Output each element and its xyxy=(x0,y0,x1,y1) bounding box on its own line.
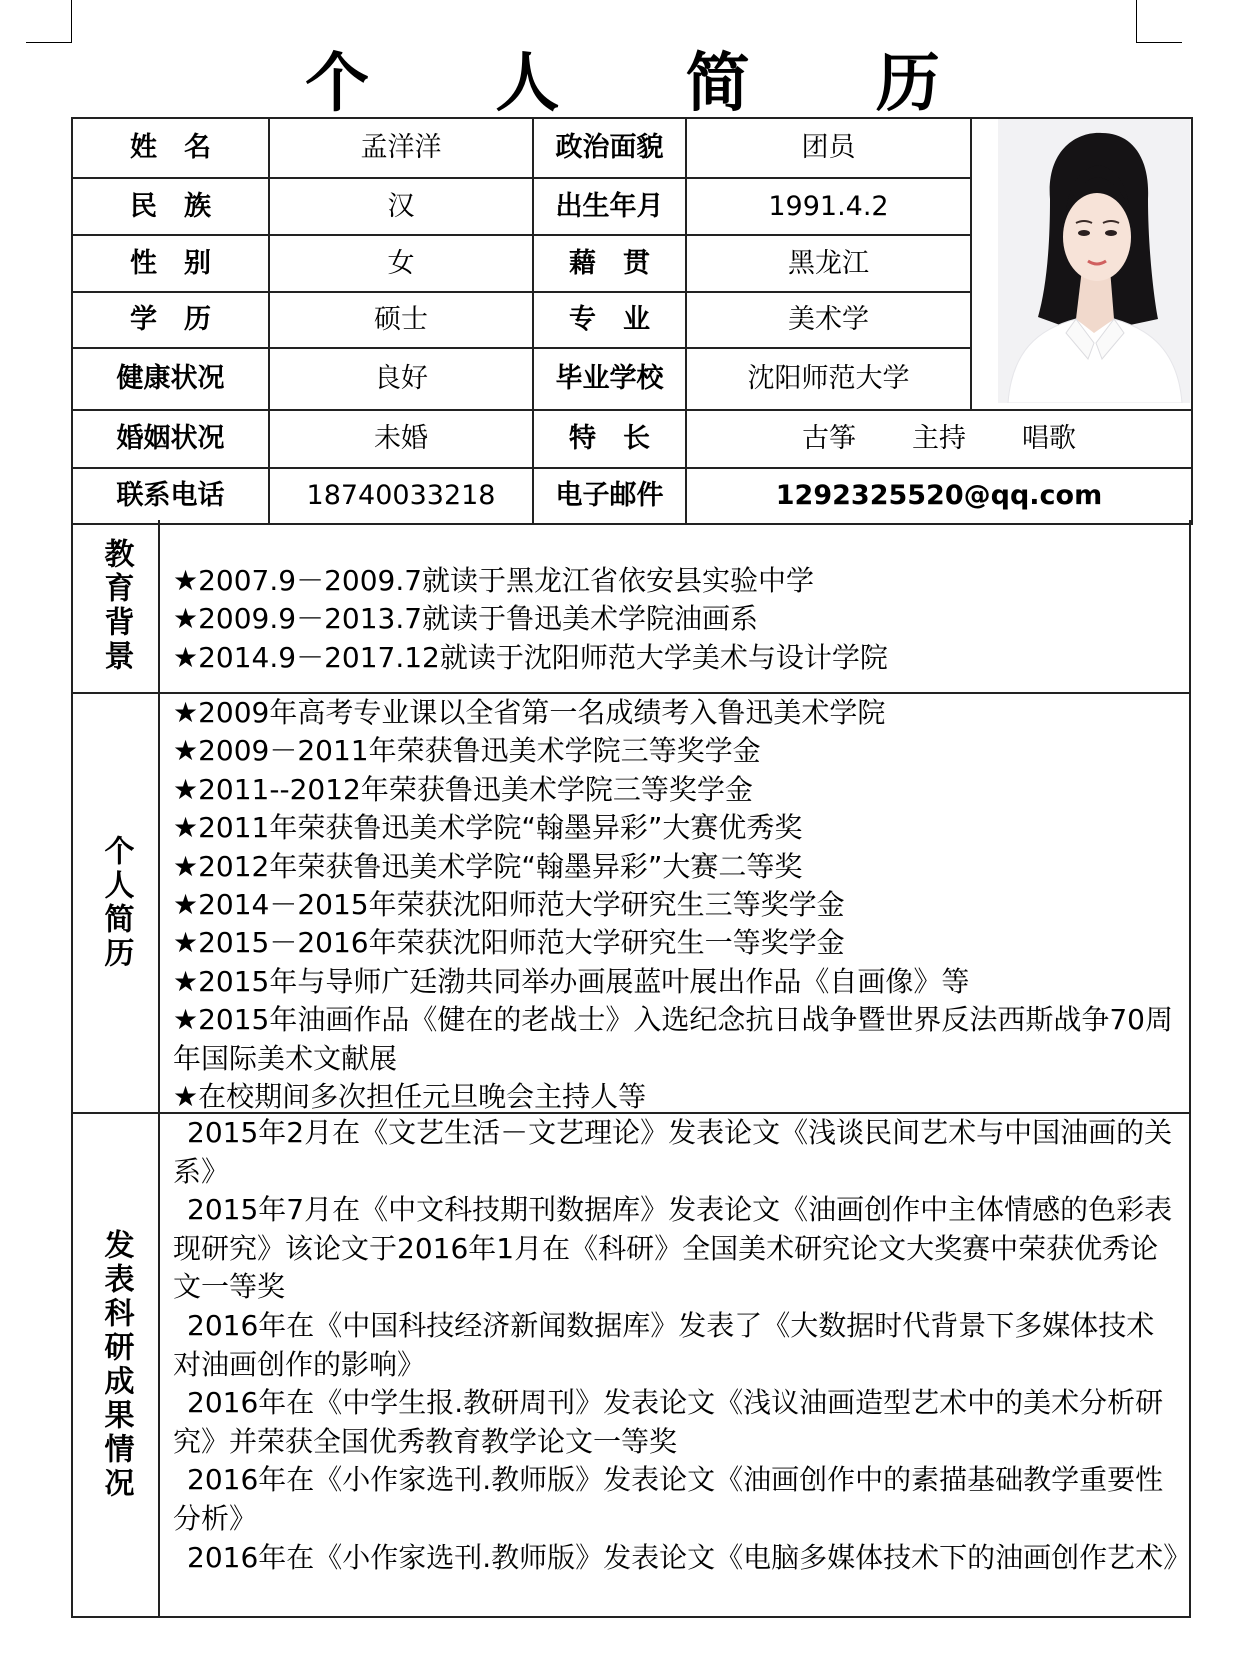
political-status-label: 政治面貌 xyxy=(533,118,686,178)
education-section-label: 教育背景 xyxy=(98,538,134,674)
education-section xyxy=(71,520,1191,694)
list-item: ★2009.9－2013.7就读于鲁迅美术学院油画系 xyxy=(173,602,759,636)
research-section-label-cell xyxy=(73,1114,160,1616)
phone-label: 联系电话 xyxy=(72,468,269,524)
list-item: ★2014.9－2017.12就读于沈阳师范大学美术与设计学院 xyxy=(173,640,888,674)
school-value: 沈阳师范大学 xyxy=(686,348,971,410)
research-section xyxy=(71,1114,1191,1618)
list-item: ★2014－2015年荣获沈阳师范大学研究生三等奖学金 xyxy=(173,888,845,922)
list-item: ★2015年与导师广廷渤共同举办画展蓝叶展出作品《自画像》等 xyxy=(173,964,970,998)
birth-date-value: 1991.4.2 xyxy=(686,178,971,235)
list-item: ★2009－2011年荣获鲁迅美术学院三等奖学金 xyxy=(173,734,761,768)
list-item: 2016年在《中学生报.教研周刊》发表论文《浅议油画造型艺术中的美术分析研究》并荣获全国优秀教育教学论文一等奖 xyxy=(173,1386,1164,1458)
education-list xyxy=(160,520,1189,692)
specialty-value xyxy=(686,410,1192,468)
research-section-label: 发表科研成果情况 xyxy=(98,1229,134,1501)
list-item: 2016年在《小作家选刊.教师版》发表论文《油画创作中的素描基础教学重要性分析》 xyxy=(173,1463,1164,1535)
name-value: 孟洋洋 xyxy=(269,118,533,178)
list-item: 2015年7月在《中文科技期刊数据库》发表论文《油画创作中主体情感的色彩表现研究》该论文于2016年1月在《科研》全国美术研究论文大奖赛中荣获优秀论文一等奖 xyxy=(173,1193,1173,1304)
health-label: 健康状况 xyxy=(72,348,269,410)
health-value: 良好 xyxy=(269,348,533,410)
list-item: ★2015－2016年荣获沈阳师范大学研究生一等奖学金 xyxy=(173,926,845,960)
list-item: ★2011年荣获鲁迅美术学院“翰墨异彩”大赛优秀奖 xyxy=(173,811,803,845)
list-item: ★2015年油画作品《健在的老战士》入选纪念抗日战争暨世界反法西斯战争70周年国际美术文献展 xyxy=(173,1003,1173,1075)
phone-value: 18740033218 xyxy=(269,468,533,524)
page-title: 个 人 简 历 xyxy=(305,47,992,121)
profile-photo xyxy=(998,119,1190,403)
education-level-label: 学 历 xyxy=(72,292,269,348)
list-item: 2016年在《小作家选刊.教师版》发表论文《电脑多媒体技术下的油画创作艺术》 xyxy=(187,1540,1192,1574)
resume-section-label-cell xyxy=(73,694,160,1112)
ethnicity-label: 民 族 xyxy=(72,178,269,235)
resume-section xyxy=(71,694,1191,1114)
specialty-item: 唱歌 xyxy=(1022,423,1076,454)
marital-label: 婚姻状况 xyxy=(72,410,269,468)
list-item: ★在校期间多次担任元旦晚会主持人等 xyxy=(173,1080,647,1114)
major-value: 美术学 xyxy=(686,292,971,348)
hometown-label: 藉 贯 xyxy=(533,235,686,292)
info-row xyxy=(72,410,1192,468)
list-item: ★2012年荣获鲁迅美术学院“翰墨异彩”大赛二等奖 xyxy=(173,849,803,883)
email-value: 1292325520@qq.com xyxy=(686,468,1192,524)
name-label: 姓 名 xyxy=(72,118,269,178)
hometown-value: 黑龙江 xyxy=(686,235,971,292)
political-status-value: 团员 xyxy=(686,118,971,178)
email-label: 电子邮件 xyxy=(533,468,686,524)
list-item: ★2009年高考专业课以全省第一名成绩考入鲁迅美术学院 xyxy=(173,696,886,729)
specialty-item: 主持 xyxy=(912,423,966,454)
list-item: 2016年在《中国科技经济新闻数据库》发表了《大数据时代背景下多媒体技术对油画创作的影响》 xyxy=(173,1308,1155,1381)
info-row xyxy=(72,468,1192,524)
specialty-label: 特 长 xyxy=(533,410,686,468)
major-label: 专 业 xyxy=(533,292,686,348)
resume-list xyxy=(160,694,1189,1112)
list-item: ★2011--2012年荣获鲁迅美术学院三等奖学金 xyxy=(173,772,753,806)
research-list xyxy=(160,1114,1192,1616)
marital-value: 未婚 xyxy=(269,410,533,468)
gender-label: 性 别 xyxy=(72,235,269,292)
education-section-label-cell xyxy=(73,520,160,692)
school-label: 毕业学校 xyxy=(533,348,686,410)
list-item: 2015年2月在《文艺生活－文艺理论》发表论文《浅谈民间艺术与中国油画的关系》 xyxy=(173,1116,1173,1188)
specialty-item: 古筝 xyxy=(802,423,856,454)
resume-section-label: 个人简历 xyxy=(98,835,134,971)
gender-value: 女 xyxy=(269,235,533,292)
education-level-value: 硕士 xyxy=(269,292,533,348)
ethnicity-value: 汉 xyxy=(269,178,533,235)
birth-date-label: 出生年月 xyxy=(533,178,686,235)
list-item: ★2007.9－2009.7就读于黑龙江省依安县实验中学 xyxy=(173,564,815,597)
